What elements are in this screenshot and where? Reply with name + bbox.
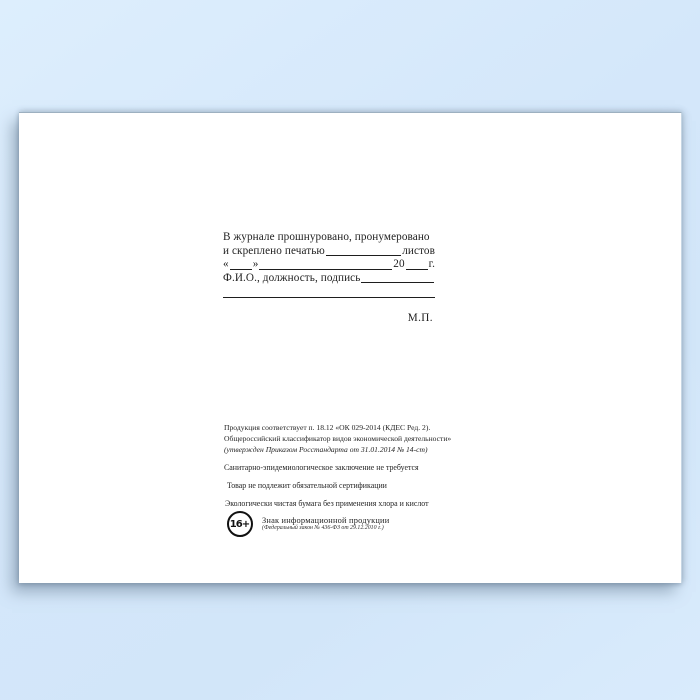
open-quote: « (223, 258, 229, 271)
sanitary-statement: Санитарно-эпидемиологическое заключение не требуется (224, 463, 419, 472)
age-16-plus-icon: 16+ (227, 511, 253, 537)
journal-back-cover-page (19, 112, 682, 583)
year-prefix: 20 (393, 258, 405, 271)
date-line (223, 258, 435, 272)
stitch-line-1-text: В журнале прошнуровано, пронумеровано (223, 231, 430, 243)
stitch-line-2-prefix: и скреплено печатью (223, 244, 325, 257)
sheets-count-blank (326, 255, 401, 256)
compliance-line-2: Общероссийский классификатор видов экономической деятельности» (224, 433, 452, 443)
age-rating-law-note: (Федеральный закон № 436-ФЗ от 29.12.2010 г.) (262, 525, 384, 531)
seal-place-mark: М.П. (407, 312, 433, 325)
day-blank (230, 269, 252, 270)
age-rating-text (262, 516, 389, 533)
stitch-line-1 (223, 231, 435, 245)
eco-paper-statement: Экологически чистая бумага без применения хлора и кислот (225, 499, 429, 508)
name-position-signature-label: Ф.И.О., должность, подпись (223, 271, 361, 284)
stitch-line-2-suffix: листов (402, 244, 435, 257)
stitch-line-2 (223, 245, 435, 259)
compliance-note (224, 423, 454, 456)
close-quote: » (252, 258, 259, 271)
name-position-signature-line (223, 272, 435, 286)
extra-signature-blank-line (223, 285, 435, 298)
year-suffix: г. (428, 258, 435, 271)
month-blank (259, 269, 392, 270)
age-rating-title: Знак информационной продукции (262, 515, 390, 525)
compliance-line-3: (утвержден Приказом Росстандарта от 31.01.2014 № 14-ст) (224, 444, 428, 454)
certification-statement: Товар не подлежит обязательной сертификации (227, 481, 387, 490)
year-blank (406, 269, 428, 270)
compliance-line-1: Продукция соответствует п. 18.12 «ОК 029-2014 (КДЕС Ред. 2). (224, 423, 431, 432)
signature-blank (361, 282, 434, 283)
age-rating-block (227, 511, 389, 537)
stitch-seal-form (223, 231, 435, 326)
